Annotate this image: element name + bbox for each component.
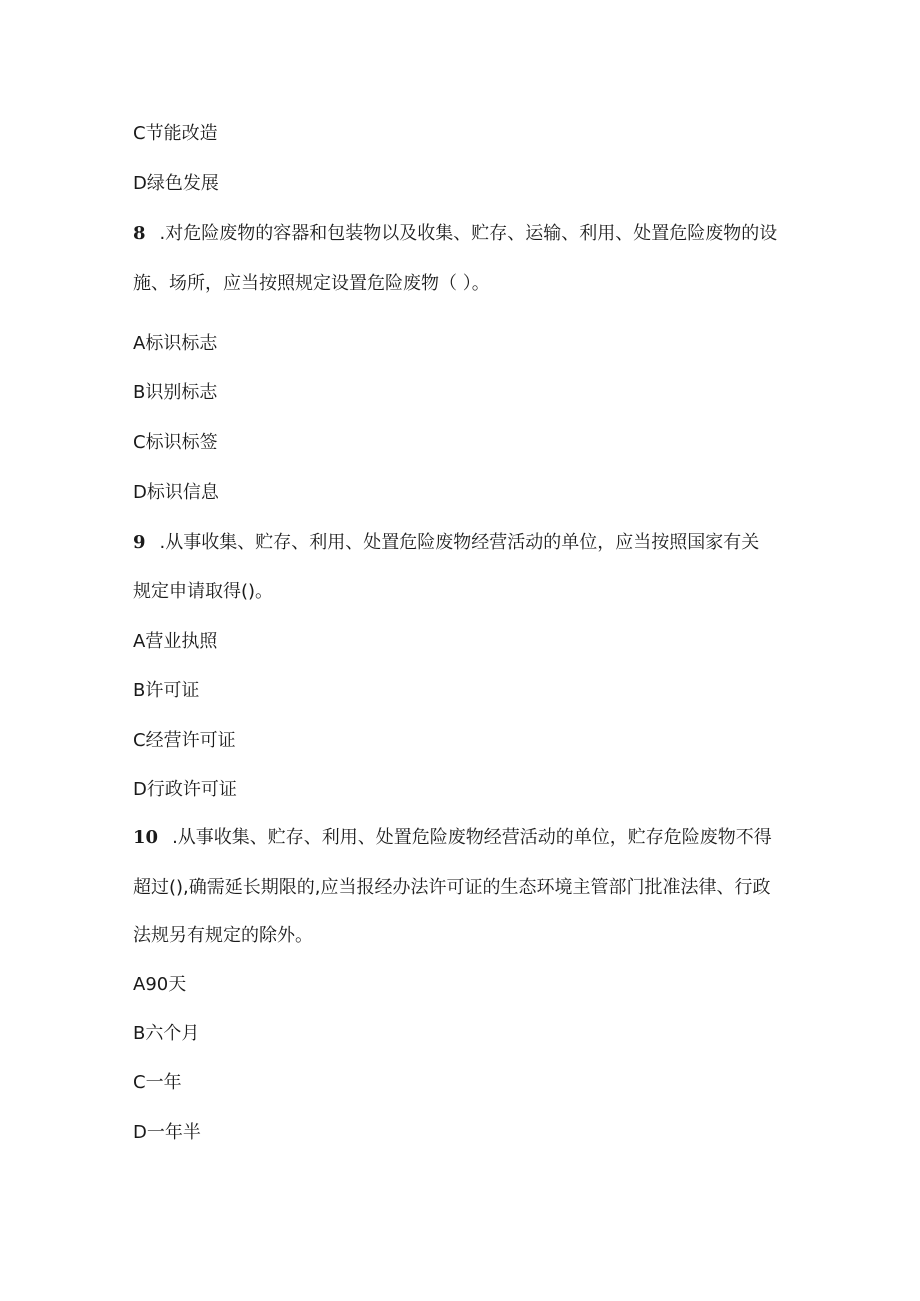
question-10-number: 10 (133, 827, 159, 848)
question-8-option-d: D标识信息 (133, 482, 219, 503)
question-9-text-1: .从事收集、贮存、利用、处置危险废物经营活动的单位，应当按照国家有关 (159, 532, 760, 553)
question-9-option-b: B许可证 (133, 680, 200, 701)
question-10-line-1 (133, 826, 772, 850)
question-8-line-2: 施、场所，应当按照规定设置危险废物（ ）。 (133, 273, 490, 294)
question-8-option-c: C标识标签 (133, 432, 218, 453)
question-9-option-c: C经营许可证 (133, 730, 236, 751)
question-10-option-d: D一年半 (133, 1122, 201, 1143)
question-8-number: 8 (133, 223, 146, 244)
option-c-prev: C节能改造 (133, 123, 218, 144)
option-d-prev: D绿色发展 (133, 173, 219, 194)
question-8-text-1: .对危险废物的容器和包装物以及收集、贮存、运输、利用、处置危险废物的设 (159, 223, 778, 244)
question-10-option-c: C一年 (133, 1072, 182, 1093)
question-8-line-1 (133, 222, 777, 246)
question-9-line-1 (133, 531, 759, 555)
question-9-option-d: D行政许可证 (133, 779, 237, 800)
question-9-option-a: A营业执照 (133, 631, 218, 652)
question-8-option-a: A标识标志 (133, 333, 218, 354)
question-10-line-2: 超过(),确需延长期限的,应当报经办法许可证的生态环境主管部门批准法律、行政 (133, 877, 771, 898)
question-9-line-2: 规定申请取得()。 (133, 581, 274, 602)
question-8-option-b: B识别标志 (133, 382, 218, 403)
question-10-option-a: A90天 (133, 974, 187, 995)
question-10-text-1: .从事收集、贮存、利用、处置危险废物经营活动的单位，贮存危险废物不得 (172, 827, 772, 848)
question-10-line-3: 法规另有规定的除外。 (133, 925, 313, 946)
question-9-number: 9 (133, 532, 146, 553)
question-10-option-b: B六个月 (133, 1023, 200, 1044)
